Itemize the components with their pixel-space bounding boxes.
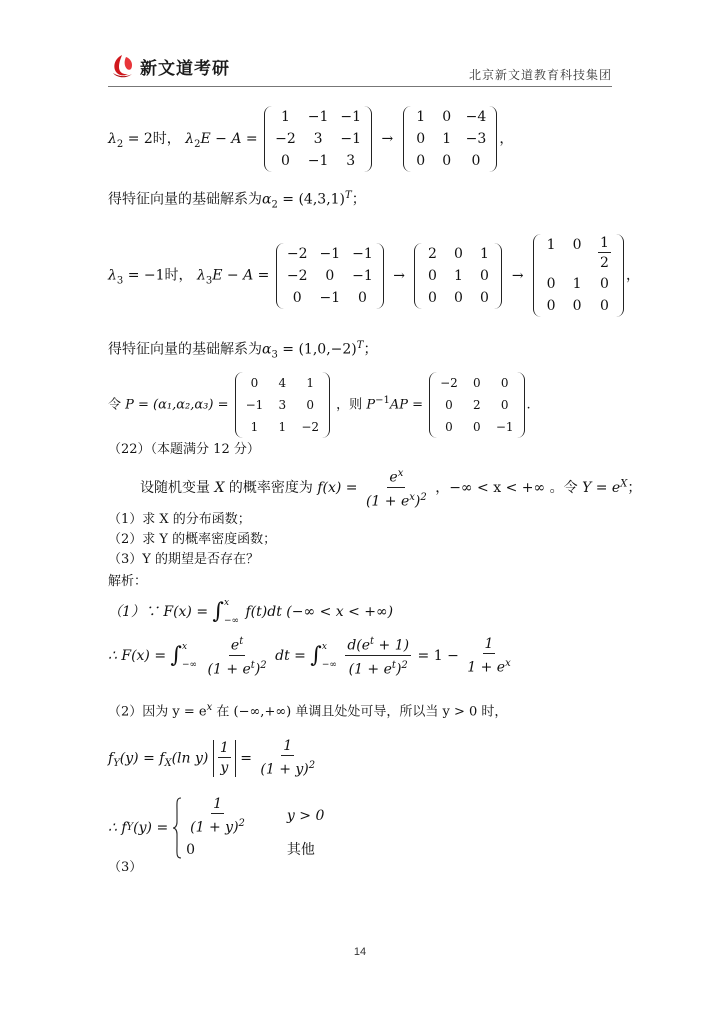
question-1: （1）求 X 的分布函数； xyxy=(108,512,251,527)
cell: −1 xyxy=(307,153,329,169)
cell: −2 xyxy=(440,376,458,390)
den-pow: 2 xyxy=(401,659,408,671)
lower-limit: −∞ xyxy=(224,616,240,626)
cell: −2 xyxy=(286,245,308,262)
intro-b: 的概率密度为 xyxy=(228,480,313,497)
cell: 0 xyxy=(416,131,426,147)
fy: f xyxy=(108,750,114,767)
alpha-sub: 3 xyxy=(271,349,278,361)
eigen-lambda3-row xyxy=(108,234,640,317)
cell: −1 xyxy=(352,267,373,284)
cell: 0 xyxy=(445,420,453,434)
cell: 0 xyxy=(427,267,437,284)
den-pow: 2 xyxy=(260,659,267,671)
cell: 2 xyxy=(427,245,437,262)
cell: −1 xyxy=(352,245,373,262)
s3-tail: 在 (−∞,+∞) 单调且处处可导，所以当 y > 0 时， xyxy=(212,704,508,720)
logo-mark-icon xyxy=(108,52,136,80)
intro-a: 设随机变量 xyxy=(140,480,210,497)
basis-alpha3-row xyxy=(108,336,377,365)
cell: −1 xyxy=(340,109,362,125)
basis-text: 得特征向量的基础解系为 xyxy=(108,341,262,358)
cell: −1 xyxy=(307,109,329,125)
integral-icon: ∫ xyxy=(170,643,182,669)
cell: 0 xyxy=(600,298,609,314)
den: (1 + e xyxy=(365,493,410,510)
cell: 0 xyxy=(500,398,509,412)
num: e xyxy=(230,637,240,654)
let-text: 令 xyxy=(108,397,122,413)
num: e xyxy=(389,469,398,486)
punct: ， xyxy=(625,267,640,284)
den-pow: 2 xyxy=(238,817,245,829)
abs-value xyxy=(213,740,236,777)
cell: 0 xyxy=(572,298,582,314)
num-tail: + 1) xyxy=(374,637,410,654)
cell: 0 xyxy=(442,109,452,125)
cell: 0 xyxy=(250,376,259,390)
transpose-sup: T xyxy=(356,340,364,351)
cell: 1 xyxy=(453,267,463,284)
num: 1 xyxy=(283,738,293,754)
lambda-value: = 2 xyxy=(123,131,153,147)
solution-1-integral xyxy=(108,598,393,626)
fy: ∴ f xyxy=(108,820,127,836)
dt-text: dt = xyxy=(275,648,306,665)
frac-num: 1 xyxy=(600,235,609,251)
cell: 3 xyxy=(313,131,323,147)
case-2-value: 0 xyxy=(186,842,196,859)
den-sup: x xyxy=(409,491,415,503)
problem-heading: （22）（本题满分 12 分） xyxy=(108,442,260,457)
num: 1 xyxy=(213,795,222,812)
s2-frac-3 xyxy=(465,636,512,677)
lambda: λ xyxy=(108,131,117,147)
integral-icon: ∫ xyxy=(310,643,322,669)
alpha-sub: 2 xyxy=(271,199,278,211)
frac-den: 2 xyxy=(600,255,609,271)
cell: −1 xyxy=(319,245,341,262)
range-text: ，−∞ < x < +∞ 。令 xyxy=(435,480,578,497)
solution-2-density xyxy=(108,738,319,779)
cell: −1 xyxy=(319,289,341,306)
case-2-cond: 其他 xyxy=(286,842,315,859)
matrix-l3-c xyxy=(533,234,624,317)
num: 1 xyxy=(484,635,494,652)
s1-label: （1）∵ F(x) = xyxy=(108,604,209,620)
page-number: 14 xyxy=(353,946,367,958)
cell: 0 xyxy=(479,267,489,284)
cell: 0 xyxy=(442,153,452,169)
basis-alpha2-row xyxy=(108,186,366,215)
cell: −3 xyxy=(465,131,487,147)
eq-text: = xyxy=(240,750,252,767)
cell: 0 xyxy=(479,289,489,306)
den-sup: x xyxy=(505,657,511,669)
num-sup: t xyxy=(370,636,375,647)
den: (1 + e xyxy=(348,661,392,678)
den-pow: 2 xyxy=(308,760,316,771)
upper-limit: x xyxy=(224,598,230,608)
org-name: 北京新文道教育科技集团 xyxy=(468,68,612,82)
matrix-p xyxy=(235,372,330,438)
var-x: X xyxy=(214,480,225,497)
solution-1-result xyxy=(108,634,515,678)
cell: 0 xyxy=(572,237,582,253)
cell: 1 xyxy=(442,131,452,147)
cell: −2 xyxy=(275,131,296,147)
cell: 1 xyxy=(280,109,290,125)
cell: 0 xyxy=(292,289,302,306)
punct: . xyxy=(526,397,531,413)
den-tail: ) xyxy=(395,661,402,678)
diagonalization-row xyxy=(108,372,531,438)
cell: 0 xyxy=(546,298,556,314)
cell: 1 xyxy=(250,420,259,434)
eigen-lambda2-row xyxy=(108,106,513,172)
den: y xyxy=(220,759,229,776)
arrow-icon: → xyxy=(381,131,394,147)
question-3: （3）Y 的期望是否存在？ xyxy=(108,552,259,567)
cell: 0 xyxy=(306,398,314,412)
lower-limit: −∞ xyxy=(321,660,337,671)
cell: 1 xyxy=(306,376,314,390)
p-inverse-sup: −1 xyxy=(375,395,390,407)
den-tail: ) xyxy=(414,493,421,510)
den: (1 + y) xyxy=(260,761,309,778)
half-fraction xyxy=(596,235,613,272)
cell: 1 xyxy=(278,420,287,434)
cell: 0 xyxy=(546,276,556,292)
den-tail: ) xyxy=(254,661,261,678)
upper-limit: x xyxy=(321,642,327,653)
y-def: Y = e xyxy=(582,480,621,497)
s2-frac-2 xyxy=(345,634,411,678)
fy-sub: Y xyxy=(126,822,134,833)
s3-text: （2）因为 y = e xyxy=(108,704,207,720)
num: d(e xyxy=(347,637,371,654)
solution-label: 解析： xyxy=(108,574,148,589)
p-inverse: P xyxy=(366,397,376,413)
problem-statement xyxy=(140,466,641,510)
den: 1 + e xyxy=(467,659,506,676)
punct: ， xyxy=(499,131,514,147)
alpha-value: = (4,3,1) xyxy=(277,191,346,208)
cell: −2 xyxy=(301,420,320,434)
cell: 0 xyxy=(427,289,437,306)
page-header xyxy=(108,52,612,87)
arrow-icon: → xyxy=(393,267,405,284)
ap-text: AP = xyxy=(389,397,423,413)
density-fraction xyxy=(364,466,429,510)
matrix-l3-b xyxy=(414,243,502,309)
cell: 0 xyxy=(473,420,481,434)
solution-2-intro xyxy=(108,698,507,722)
p-expr: P = (α₁,α₂,α₃) = xyxy=(125,397,229,413)
lambda-sub: 3 xyxy=(116,275,124,287)
fx-sub: X xyxy=(164,758,172,770)
alpha: α xyxy=(262,341,272,358)
fy-tail: (y) = xyxy=(133,820,169,836)
lower-limit: −∞ xyxy=(182,660,198,671)
left-brace-icon xyxy=(172,797,182,859)
num-sup: t xyxy=(239,636,244,647)
punct: ； xyxy=(351,191,366,208)
matrix-l3-a xyxy=(276,243,384,309)
den: (1 + y) xyxy=(190,819,239,836)
s2-lhs: ∴ F(x) = xyxy=(108,648,167,665)
punct: ； xyxy=(627,480,642,497)
den-sup: t xyxy=(250,659,255,671)
when-text: 时， xyxy=(152,131,181,147)
cell: 3 xyxy=(278,398,287,412)
punct: ； xyxy=(363,341,378,358)
cell: 0 xyxy=(453,289,463,306)
cell: −2 xyxy=(286,267,308,284)
eq-text: = 1 − xyxy=(417,648,459,665)
y-sup: X xyxy=(620,478,628,490)
lhs-sub: 3 xyxy=(205,275,213,287)
solution-3-label: （3） xyxy=(108,860,143,875)
lambda: λ xyxy=(108,267,117,284)
alpha-value: = (1,0,−2) xyxy=(277,341,357,358)
fx-arg: (ln y) xyxy=(171,750,209,767)
cell: 0 xyxy=(280,153,290,169)
lambda-sub: 2 xyxy=(116,138,124,150)
s4-frac xyxy=(258,738,317,779)
cell: −1 xyxy=(245,398,264,412)
matrix-diag xyxy=(429,372,524,438)
fx-label: f(x) = xyxy=(317,480,358,497)
cell: 1 xyxy=(416,109,426,125)
cell: −1 xyxy=(495,420,514,434)
den-sup: t xyxy=(391,659,396,671)
fy-tail: (y) = f xyxy=(119,750,165,767)
den: (1 + e xyxy=(207,661,251,678)
when-text: 时， xyxy=(164,267,193,284)
cell: −4 xyxy=(465,109,487,125)
cell: 0 xyxy=(500,376,509,390)
logo xyxy=(108,52,230,80)
cell: 0 xyxy=(473,376,481,390)
transpose-sup: T xyxy=(345,190,352,201)
cell: 0 xyxy=(600,276,609,292)
case-1-cond: y > 0 xyxy=(286,808,325,824)
cell: −1 xyxy=(340,131,362,147)
fy-sub: Y xyxy=(113,758,120,770)
num-sup: x xyxy=(397,468,404,479)
cell: 3 xyxy=(346,153,356,169)
matrix-l2-a xyxy=(264,106,372,172)
lhs-tail: E − A = xyxy=(200,131,258,147)
question-2: （2）求 Y 的概率密度函数； xyxy=(108,532,277,547)
s3-sup: x xyxy=(206,702,213,713)
then-text: ，则 xyxy=(336,397,363,413)
arrow-icon: → xyxy=(511,267,524,284)
cell: 2 xyxy=(473,398,481,412)
s2-frac-1 xyxy=(206,634,269,678)
cell: 0 xyxy=(357,289,367,306)
matrix-l2-b xyxy=(403,106,498,172)
lhs-tail: E − A = xyxy=(212,267,270,284)
cell: 0 xyxy=(471,153,481,169)
lhs-lambda: λ xyxy=(196,267,206,284)
cell: 0 xyxy=(325,267,335,284)
cell: 1 xyxy=(546,237,556,253)
lhs-lambda: λ xyxy=(185,131,195,147)
logo-text: 新文道考研 xyxy=(140,58,230,79)
upper-limit: x xyxy=(182,642,188,653)
cell: 0 xyxy=(453,245,463,262)
cell: 1 xyxy=(479,245,489,262)
cell: 0 xyxy=(416,153,426,169)
num: 1 xyxy=(219,739,229,756)
basis-text: 得特征向量的基础解系为 xyxy=(108,191,262,208)
lhs-sub: 2 xyxy=(194,138,201,150)
alpha: α xyxy=(262,191,272,208)
case-1-frac xyxy=(188,796,247,837)
cell: 4 xyxy=(278,376,287,390)
cell: 1 xyxy=(572,276,582,292)
lambda-value: = −1 xyxy=(123,267,165,284)
solution-2-piecewise xyxy=(108,794,324,862)
cell: 0 xyxy=(445,398,453,412)
integral-icon: ∫ xyxy=(212,599,224,624)
piecewise-cases xyxy=(186,796,324,861)
s1-body: f(t)dt (−∞ < x < +∞) xyxy=(245,604,394,620)
den-pow: 2 xyxy=(420,491,427,503)
